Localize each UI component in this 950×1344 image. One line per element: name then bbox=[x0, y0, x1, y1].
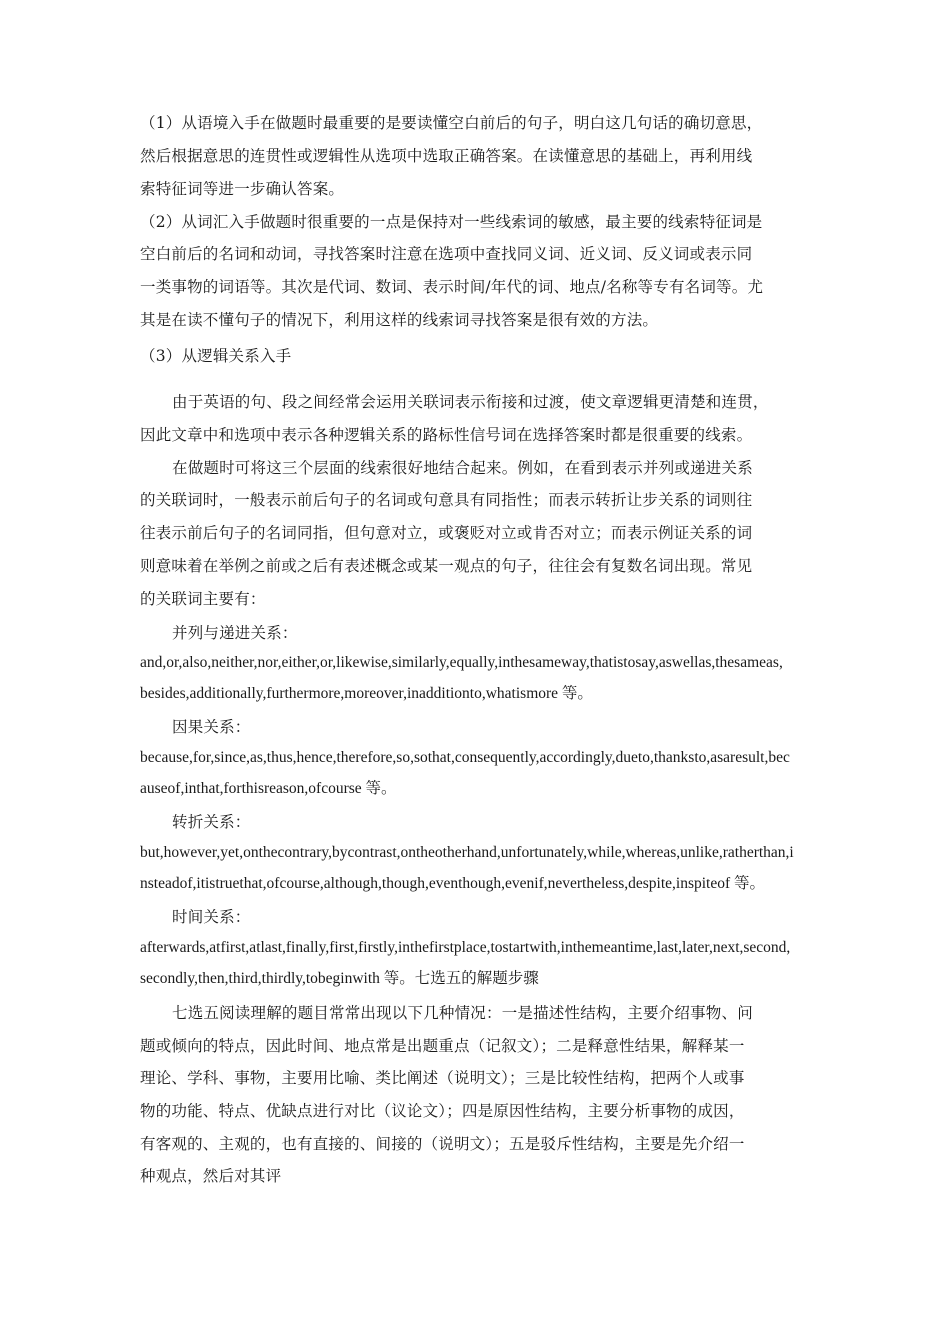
word-list-line: secondly,then,third,thirdly,tobeginwith 等。七选五的解题步骤 bbox=[140, 970, 539, 987]
text-line: 往表示前后句子的名词同指，但句意对立，或褒贬对立或肯否对立；而表示例证关系的词 bbox=[140, 524, 753, 542]
word-list-line: besides,additionally,furthermore,moreover,inadditionto,whatismore 等。 bbox=[140, 685, 593, 702]
text-line: 则意味着在举例之前或之后有表述概念或某一观点的句子，往往会有复数名词出现。常见 bbox=[140, 557, 753, 575]
word-list-line: nsteadof,itistruethat,ofcourse,although,though,eventhough,evenif,nevertheless,despite,inspiteof 等。 bbox=[140, 875, 766, 892]
text-line: 一类事物的词语等。其次是代词、数词、表示时间/年代的词、地点/名称等专有名词等。尤 bbox=[140, 278, 764, 296]
text-line: 有客观的、主观的，也有直接的、间接的（说明文）；五是驳斥性结构，主要是先介绍一 bbox=[140, 1135, 745, 1153]
text-line: （2）从词汇入手做题时很重要的一点是保持对一些线索词的敏感，最主要的线索特征词是 bbox=[140, 213, 763, 231]
text-line: 其是在读不懂句子的情况下，利用这样的线索词寻找答案是很有效的方法。 bbox=[140, 311, 659, 329]
word-list-line: auseof,inthat,forthisreason,ofcourse 等。 bbox=[140, 780, 397, 797]
text-line: 的关联词主要有： bbox=[140, 590, 266, 608]
category-label: 并列与递进关系： bbox=[172, 624, 298, 642]
category-label: 时间关系： bbox=[172, 908, 251, 926]
text-line: 物的功能、特点、优缺点进行对比（议论文）；四是原因性结构，主要分析事物的成因， bbox=[140, 1102, 745, 1120]
text-line: 索特征词等进一步确认答案。 bbox=[140, 180, 345, 198]
text-line: 种观点，然后对其评 bbox=[140, 1167, 282, 1185]
text-line: 题或倾向的特点，因此时间、地点常是出题重点（记叙文）；二是释意性结果，解释某一 bbox=[140, 1037, 745, 1055]
text-line: 由于英语的句、段之间经常会运用关联词表示衔接和过渡，使文章逻辑更清楚和连贯， bbox=[172, 393, 769, 411]
text-line: 因此文章中和选项中表示各种逻辑关系的路标性信号词在选择答案时都是很重要的线索。 bbox=[140, 426, 753, 444]
text-line: 七选五阅读理解的题目常常出现以下几种情况：一是描述性结构，主要介绍事物、问 bbox=[172, 1004, 753, 1022]
text-line: 然后根据意思的连贯性或逻辑性从选项中选取正确答案。在读懂意思的基础上，再利用线 bbox=[140, 147, 753, 165]
section-heading: （3）从逻辑关系入手 bbox=[140, 347, 292, 365]
text-line: 空白前后的名词和动词，寻找答案时注意在选项中查找同义词、近义词、反义词或表示同 bbox=[140, 245, 753, 263]
word-list-line: because,for,since,as,thus,hence,therefore,so,sothat,consequently,accordingly,dueto,thanksto,asaresult,bec bbox=[140, 749, 790, 766]
text-line: 在做题时可将这三个层面的线索很好地结合起来。例如，在看到表示并列或递进关系 bbox=[172, 459, 753, 477]
word-list-line: afterwards,atfirst,atlast,finally,first,firstly,inthefirstplace,tostartwith,inthemeantime,last,later,next,second, bbox=[140, 939, 791, 956]
word-list-line: and,or,also,neither,nor,either,or,likewise,similarly,equally,inthesameway,thatistosay,aswellas,thesameas, bbox=[140, 654, 783, 671]
text-line: 理论、学科、事物，主要用比喻、类比阐述（说明文）；三是比较性结构，把两个人或事 bbox=[140, 1069, 745, 1087]
category-label: 因果关系： bbox=[172, 718, 251, 736]
word-list-line: but,however,yet,onthecontrary,bycontrast,ontheotherhand,unfortunately,while,whereas,unlike,ratherthan,i bbox=[140, 844, 794, 861]
text-line: （1）从语境入手在做题时最重要的是要读懂空白前后的句子，明白这几句话的确切意思， bbox=[140, 114, 763, 132]
category-label: 转折关系： bbox=[172, 813, 251, 831]
text-line: 的关联词时，一般表示前后句子的名词或句意具有同指性；而表示转折让步关系的词则往 bbox=[140, 491, 753, 509]
